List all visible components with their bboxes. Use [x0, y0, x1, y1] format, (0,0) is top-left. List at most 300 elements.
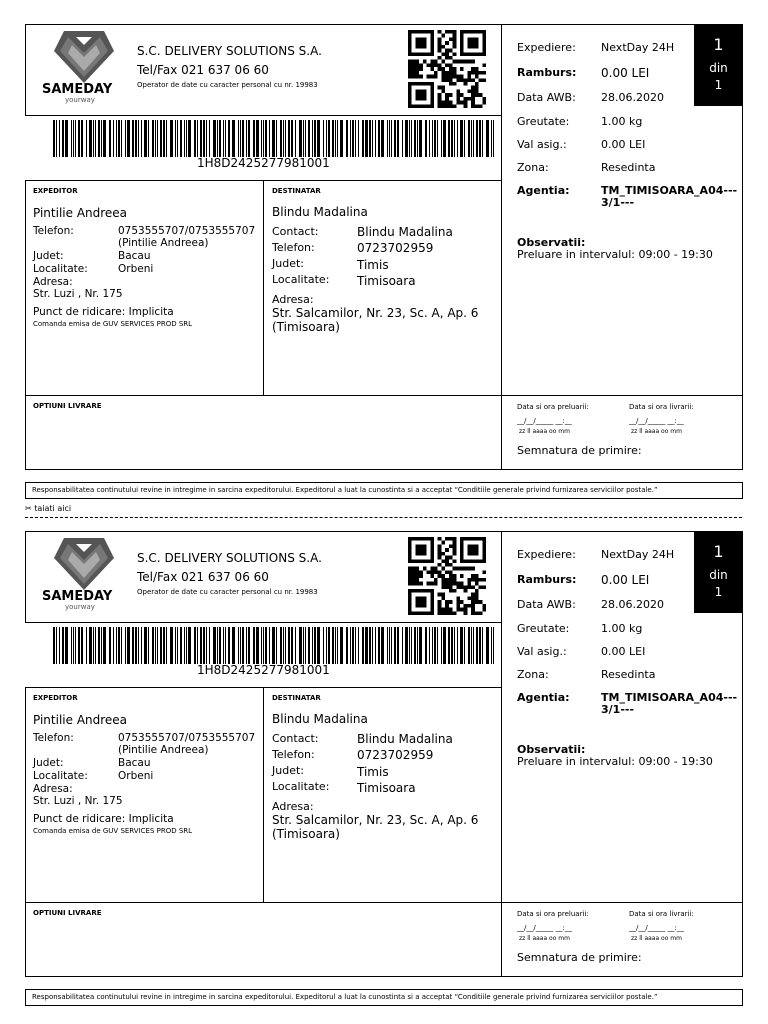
- barcode-bar: [299, 627, 302, 664]
- delivery-options-box: [25, 395, 502, 470]
- barcode-bar: [389, 120, 390, 157]
- barcode-bar: [265, 120, 267, 157]
- barcode-bar: [397, 120, 399, 157]
- agentia-label: Agentia:: [517, 691, 570, 704]
- barcode-bar: [175, 120, 176, 157]
- barcode-bar: [308, 120, 310, 157]
- awb-number: 1H8D2425277981001: [197, 663, 330, 677]
- barcode-bar: [476, 627, 478, 664]
- barcode-bar: [86, 120, 87, 157]
- barcode-bar: [479, 120, 481, 157]
- barcode-bar: [269, 627, 270, 664]
- barcode: [53, 120, 500, 157]
- recipient-adresa-value-1: Str. Salcamilor, Nr. 23, Sc. A, Ap. 6: [272, 813, 479, 827]
- barcode-bar: [332, 120, 334, 157]
- barcode-bar: [314, 627, 316, 664]
- barcode-bar: [86, 627, 87, 664]
- barcode-bar: [89, 627, 92, 664]
- barcode-bar: [473, 120, 474, 157]
- greutate-value: 1.00 kg: [601, 622, 643, 635]
- barcode-bar: [328, 120, 330, 157]
- sender-order: Comanda emisa de GUV SERVICES PROD SRL: [33, 827, 193, 835]
- barcode-bar: [170, 120, 173, 157]
- zona-value: Resedinta: [601, 161, 656, 174]
- barcode-bar: [464, 120, 465, 157]
- recipient-adresa-value-1: Str. Salcamilor, Nr. 23, Sc. A, Ap. 6: [272, 306, 479, 320]
- barcode-bar: [209, 627, 210, 664]
- sender-telefon-label: Telefon:: [33, 225, 74, 237]
- barcode-bar: [160, 120, 162, 157]
- barcode-bar: [283, 120, 284, 157]
- barcode-bar: [203, 120, 205, 157]
- barcode-bar: [460, 627, 463, 664]
- barcode-bar: [451, 120, 453, 157]
- sender-localitate-value: Orbeni: [118, 770, 154, 782]
- barcode-bar: [213, 120, 216, 157]
- barcode-bar: [101, 120, 102, 157]
- observatii-value: Preluare in intervalul: 09:00 - 19:30: [517, 755, 713, 768]
- barcode-bar: [65, 120, 68, 157]
- barcode-bar: [476, 120, 478, 157]
- barcode-bar: [125, 627, 126, 664]
- sender-localitate-label: Localitate:: [33, 263, 88, 275]
- barcode-bar: [409, 627, 410, 664]
- barcode-bar: [127, 627, 130, 664]
- recipient-telefon-value: 0723702959: [357, 241, 434, 255]
- barcode-bar: [186, 120, 187, 157]
- recipient-box: [263, 180, 502, 396]
- barcode-bar: [253, 627, 255, 664]
- barcode-bar: [326, 120, 327, 157]
- barcode-bar: [53, 120, 55, 157]
- barcode-bar: [276, 120, 277, 157]
- barcode-bar: [272, 627, 275, 664]
- barcode-bar: [437, 120, 438, 157]
- barcode-bar: [479, 627, 481, 664]
- barcode-bar: [71, 627, 72, 664]
- barcode-bar: [362, 627, 364, 664]
- barcode-bar: [157, 627, 158, 664]
- barcode-bar: [340, 627, 343, 664]
- barcode-bar: [419, 627, 422, 664]
- qr-code-icon: [406, 537, 488, 615]
- barcode-bar: [326, 627, 327, 664]
- barcode-bar: [346, 627, 348, 664]
- scissors-icon: ✂: [25, 504, 32, 513]
- barcode-bar: [340, 120, 343, 157]
- sender-order: Comanda emisa de GUV SERVICES PROD SRL: [33, 320, 193, 328]
- package-current: 1: [713, 542, 724, 561]
- barcode-bar: [59, 627, 60, 664]
- agentia-label: Agentia:: [517, 184, 570, 197]
- barcode-bar: [93, 120, 94, 157]
- package-of: din: [709, 61, 728, 75]
- recipient-adresa-label: Adresa:: [272, 293, 314, 306]
- barcode-bar: [219, 627, 221, 664]
- barcode-bar: [464, 627, 465, 664]
- ramburs-label: Ramburs:: [517, 573, 577, 586]
- barcode-bar: [232, 120, 235, 157]
- barcode-bar: [141, 120, 142, 157]
- barcode-bar: [303, 120, 304, 157]
- barcode-bar: [443, 120, 446, 157]
- sender-localitate-label: Localitate:: [33, 770, 88, 782]
- package-total: 1: [714, 585, 723, 599]
- barcode-bar: [125, 120, 126, 157]
- shipping-label-1: [0, 0, 768, 507]
- barcode-bar: [486, 627, 489, 664]
- barcode-bar: [434, 120, 436, 157]
- barcode-bar: [454, 120, 455, 157]
- barcode-bar: [272, 120, 275, 157]
- recipient-adresa-label: Adresa:: [272, 800, 314, 813]
- expediere-value: NextDay 24H: [601, 548, 675, 561]
- barcode-bar: [434, 627, 436, 664]
- barcode-bar: [118, 120, 120, 157]
- barcode-bar: [417, 627, 418, 664]
- sender-pickup: Punct de ridicare: Implicita: [33, 813, 174, 825]
- barcode-bar: [291, 627, 293, 664]
- barcode-bar: [177, 627, 178, 664]
- barcode-bar: [405, 627, 408, 664]
- barcode-bar: [443, 627, 446, 664]
- barcode-bar: [53, 627, 55, 664]
- sender-adresa-label: Adresa:: [33, 276, 73, 288]
- delivery-options-header: OPTIUNI LIVRARE: [33, 402, 102, 410]
- delivery-date-label: Data si ora livrarii:: [629, 403, 694, 411]
- pickup-date-label: Data si ora preluarii:: [517, 403, 589, 411]
- barcode-bar: [295, 627, 296, 664]
- barcode-bar: [312, 627, 313, 664]
- sender-telefon-note: (Pintilie Andreea): [118, 237, 209, 249]
- barcode-bar: [352, 120, 354, 157]
- barcode: [53, 627, 500, 664]
- barcode-bar: [280, 120, 282, 157]
- ramburs-value: 0.00 LEI: [601, 66, 650, 80]
- barcode-bar: [468, 120, 470, 157]
- operator-note: Operator de date cu caracter personal cu nr. 19983: [137, 588, 318, 596]
- barcode-bar: [219, 120, 221, 157]
- pickup-date-hint: zz ll aaaa oo mm: [519, 428, 570, 435]
- barcode-bar: [95, 120, 96, 157]
- barcode-bar: [429, 627, 430, 664]
- barcode-bar: [352, 627, 354, 664]
- recipient-judet-value: Timis: [357, 765, 389, 779]
- barcode-bar: [203, 627, 205, 664]
- sender-name: Pintilie Andreea: [33, 206, 128, 220]
- barcode-bar: [437, 627, 438, 664]
- recipient-localitate-label: Localitate:: [272, 273, 330, 286]
- barcode-bar: [457, 627, 458, 664]
- delivery-date-hint: zz ll aaaa oo mm: [631, 428, 682, 435]
- package-counter: [694, 531, 743, 613]
- barcode-bar: [166, 627, 167, 664]
- barcode-bar: [127, 120, 130, 157]
- barcode-bar: [411, 120, 412, 157]
- company-name: S.C. DELIVERY SOLUTIONS S.A.: [137, 44, 322, 58]
- barcode-bar: [425, 120, 427, 157]
- barcode-bar: [246, 120, 247, 157]
- recipient-contact-value: Blindu Madalina: [357, 225, 453, 239]
- barcode-bar: [419, 120, 422, 157]
- barcode-bar: [355, 627, 356, 664]
- recipient-judet-label: Judet:: [272, 764, 304, 777]
- package-current: 1: [713, 35, 724, 54]
- data-awb-label: Data AWB:: [517, 91, 576, 104]
- barcode-bar: [170, 627, 173, 664]
- barcode-bar: [337, 120, 338, 157]
- receipt-box: [501, 902, 743, 977]
- barcode-bar: [65, 627, 68, 664]
- barcode-bar: [75, 120, 76, 157]
- barcode-bar: [337, 627, 338, 664]
- brand-name: SAMEDAY: [42, 589, 113, 604]
- barcode-bar: [217, 120, 218, 157]
- barcode-bar: [417, 120, 418, 157]
- recipient-telefon-label: Telefon:: [272, 748, 315, 761]
- barcode-bar: [471, 120, 472, 157]
- barcode-bar: [56, 120, 57, 157]
- signature-label: Semnatura de primire:: [517, 951, 642, 964]
- barcode-bar: [372, 627, 373, 664]
- barcode-bar: [225, 120, 226, 157]
- barcode-bar: [180, 120, 182, 157]
- barcode-bar: [397, 627, 399, 664]
- barcode-bar: [261, 627, 262, 664]
- barcode-bar: [369, 120, 371, 157]
- barcode-bar: [188, 627, 191, 664]
- recipient-header: DESTINATAR: [272, 187, 321, 195]
- barcode-bar: [200, 627, 202, 664]
- delivery-options-header: OPTIUNI LIVRARE: [33, 909, 102, 917]
- barcode-bar: [132, 120, 134, 157]
- sender-adresa-label: Adresa:: [33, 783, 73, 795]
- observatii-label: Observatii:: [517, 743, 586, 756]
- barcode-bar: [188, 120, 191, 157]
- pickup-date-label: Data si ora preluarii:: [517, 910, 589, 918]
- barcode-bar: [369, 627, 371, 664]
- barcode-bar: [411, 627, 412, 664]
- barcode-bar: [256, 627, 259, 664]
- barcode-bar: [451, 627, 453, 664]
- qr-code-icon: [406, 30, 488, 108]
- barcode-bar: [285, 120, 286, 157]
- barcode-bar: [217, 627, 218, 664]
- recipient-name: Blindu Madalina: [272, 205, 368, 219]
- disclaimer-text: Responsabilitatea continutului revine in intregime in sarcina expeditorului. Expeditorul a luat la cunostinta si a acceptat “Conditiile generale privind furnizarea serviciilor postale.”: [32, 486, 658, 494]
- cut-here-text: taiati aici: [34, 504, 72, 513]
- barcode-bar: [332, 627, 334, 664]
- agentia-value-2: 3/1---: [601, 703, 635, 716]
- sender-box: [25, 687, 264, 903]
- barcode-bar: [148, 627, 149, 664]
- barcode-bar: [414, 627, 416, 664]
- barcode-bar: [372, 120, 373, 157]
- sender-header: EXPEDITOR: [33, 694, 78, 702]
- barcode-bar: [157, 120, 158, 157]
- ramburs-label: Ramburs:: [517, 66, 577, 79]
- expediere-label: Expediere:: [517, 548, 576, 561]
- barcode-bar: [228, 627, 230, 664]
- barcode-bar: [358, 120, 359, 157]
- barcode-bar: [448, 120, 450, 157]
- barcode-bar: [194, 120, 196, 157]
- company-phone: Tel/Fax 021 637 06 60: [137, 63, 269, 77]
- barcode-bar: [152, 627, 154, 664]
- expediere-label: Expediere:: [517, 41, 576, 54]
- barcode-bar: [335, 627, 336, 664]
- barcode-bar: [103, 120, 106, 157]
- barcode-bar: [238, 120, 239, 157]
- barcode-bar: [116, 120, 117, 157]
- barcode-bar: [116, 627, 117, 664]
- barcode-bar: [184, 627, 185, 664]
- delivery-date-hint: zz ll aaaa oo mm: [631, 935, 682, 942]
- data-awb-value: 28.06.2020: [601, 598, 664, 611]
- package-of: din: [709, 568, 728, 582]
- recipient-name: Blindu Madalina: [272, 712, 368, 726]
- sender-header: EXPEDITOR: [33, 187, 78, 195]
- barcode-bar: [160, 627, 162, 664]
- barcode-bar: [389, 627, 390, 664]
- barcode-bar: [248, 627, 250, 664]
- observatii-value: Preluare in intervalul: 09:00 - 19:30: [517, 248, 713, 261]
- barcode-bar: [317, 120, 320, 157]
- barcode-bar: [305, 627, 306, 664]
- barcode-bar: [317, 627, 320, 664]
- val-asig-value: 0.00 LEI: [601, 138, 646, 151]
- barcode-bar: [280, 627, 282, 664]
- barcode-bar: [448, 627, 450, 664]
- barcode-bar: [135, 120, 137, 157]
- barcode-bar: [197, 120, 198, 157]
- observatii-label: Observatii:: [517, 236, 586, 249]
- barcode-bar: [457, 120, 458, 157]
- brand-slogan: yourway: [65, 603, 95, 611]
- barcode-bar: [375, 627, 376, 664]
- barcode-bar: [194, 627, 196, 664]
- barcode-bar: [291, 120, 293, 157]
- barcode-bar: [89, 120, 92, 157]
- barcode-bar: [75, 627, 76, 664]
- barcode-bar: [429, 120, 430, 157]
- barcode-bar: [101, 627, 102, 664]
- barcode-bar: [432, 120, 433, 157]
- delivery-options-box: [25, 902, 502, 977]
- barcode-bar: [81, 627, 83, 664]
- barcode-bar: [335, 120, 336, 157]
- barcode-bar: [240, 627, 241, 664]
- barcode-bar: [95, 627, 96, 664]
- recipient-telefon-label: Telefon:: [272, 241, 315, 254]
- sender-pickup: Punct de ridicare: Implicita: [33, 306, 174, 318]
- sender-judet-label: Judet:: [33, 250, 64, 262]
- sender-adresa-value: Str. Luzi , Nr. 175: [33, 795, 123, 807]
- recipient-box: [263, 687, 502, 903]
- sender-telefon-note: (Pintilie Andreea): [118, 744, 209, 756]
- receipt-box: [501, 395, 743, 470]
- barcode-bar: [148, 120, 149, 157]
- ramburs-value: 0.00 LEI: [601, 573, 650, 587]
- barcode-bar: [240, 120, 241, 157]
- barcode-bar: [141, 627, 142, 664]
- expediere-value: NextDay 24H: [601, 41, 675, 54]
- sender-adresa-value: Str. Luzi , Nr. 175: [33, 288, 123, 300]
- barcode-bar: [155, 120, 156, 157]
- barcode-bar: [93, 627, 94, 664]
- sender-judet-label: Judet:: [33, 757, 64, 769]
- company-name: S.C. DELIVERY SOLUTIONS S.A.: [137, 551, 322, 565]
- barcode-bar: [209, 120, 210, 157]
- barcode-bar: [381, 627, 384, 664]
- recipient-telefon-value: 0723702959: [357, 748, 434, 762]
- recipient-adresa-value-2: (Timisoara): [272, 320, 340, 334]
- barcode-bar: [308, 627, 310, 664]
- barcode-bar: [414, 120, 416, 157]
- barcode-bar: [242, 627, 244, 664]
- signature-label: Semnatura de primire:: [517, 444, 642, 457]
- barcode-bar: [441, 120, 442, 157]
- sameday-logo-icon: [54, 31, 114, 83]
- barcode-bar: [328, 627, 330, 664]
- shipping-label-2: [0, 507, 768, 1014]
- barcode-bar: [155, 627, 156, 664]
- barcode-bar: [387, 627, 388, 664]
- sender-telefon-value: 0753555707/0753555707: [118, 225, 256, 237]
- greutate-label: Greutate:: [517, 622, 570, 635]
- brand-slogan: yourway: [65, 96, 95, 104]
- barcode-bar: [432, 627, 433, 664]
- brand-name: SAMEDAY: [42, 82, 113, 97]
- logo-box: [25, 24, 502, 116]
- zona-value: Resedinta: [601, 668, 656, 681]
- barcode-bar: [409, 120, 410, 157]
- agentia-value-1: TM_TIMISOARA_A04---: [601, 691, 738, 704]
- barcode-bar: [238, 627, 239, 664]
- data-awb-value: 28.06.2020: [601, 91, 664, 104]
- barcode-bar: [305, 120, 306, 157]
- barcode-bar: [213, 627, 216, 664]
- barcode-bar: [375, 120, 376, 157]
- agentia-value-1: TM_TIMISOARA_A04---: [601, 184, 738, 197]
- pickup-date-blank: __/__/_____ __:__: [517, 417, 572, 425]
- barcode-bar: [186, 627, 187, 664]
- operator-note: Operator de date cu caracter personal cu nr. 19983: [137, 81, 318, 89]
- barcode-bar: [98, 627, 100, 664]
- val-asig-label: Val asig.:: [517, 138, 567, 151]
- barcode-bar: [138, 627, 139, 664]
- barcode-bar: [175, 627, 176, 664]
- barcode-bar: [493, 120, 494, 157]
- data-awb-label: Data AWB:: [517, 598, 576, 611]
- barcode-bar: [391, 627, 392, 664]
- barcode-bar: [288, 627, 290, 664]
- barcode-bar: [493, 627, 494, 664]
- barcode-bar: [118, 627, 120, 664]
- delivery-date-label: Data si ora livrarii:: [629, 910, 694, 918]
- barcode-bar: [283, 627, 284, 664]
- barcode-bar: [121, 120, 122, 157]
- recipient-contact-label: Contact:: [272, 225, 319, 238]
- delivery-date-blank: __/__/_____ __:__: [629, 924, 684, 932]
- barcode-bar: [81, 120, 83, 157]
- barcode-bar: [166, 120, 167, 157]
- barcode-bar: [206, 627, 207, 664]
- barcode-bar: [350, 120, 351, 157]
- barcode-bar: [394, 627, 396, 664]
- logo-box: [25, 531, 502, 623]
- zona-label: Zona:: [517, 668, 549, 681]
